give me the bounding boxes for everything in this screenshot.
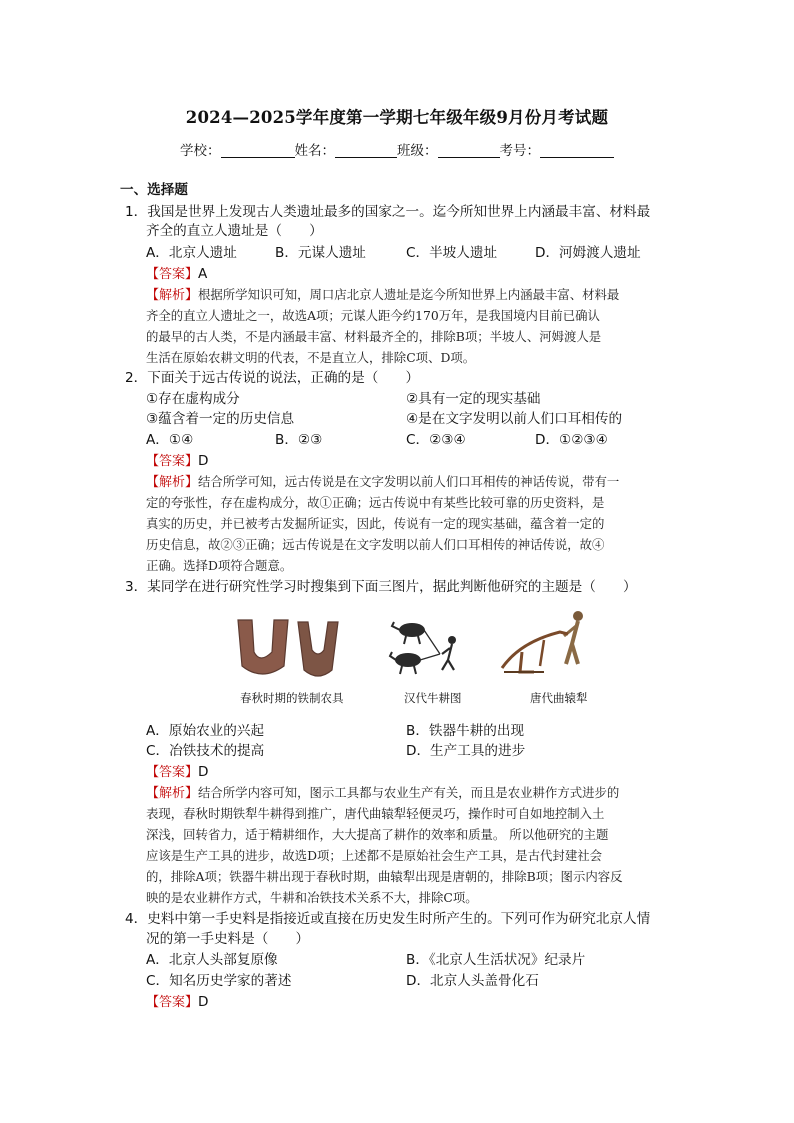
q4-option-d: D．北京人头盖骨化石 [406,973,539,989]
school-label: 学校： [180,143,221,159]
class-label: 班级： [397,143,438,159]
tang-curved-plough-image [500,606,606,682]
q2-statement-2: ②具有一定的现实基础 [406,391,541,407]
q4-answer [146,992,208,1013]
q1-option-d: D．河姆渡人遗址 [535,245,641,261]
q2-statement-4: ④是在文字发明以前人们口耳相传的 [406,411,623,427]
number-blank[interactable] [540,143,614,158]
q4-answer-value: D [198,994,209,1010]
q1-option-b: B．元谋人遗址 [275,245,366,261]
class-blank[interactable] [438,143,500,158]
section-heading: 一、选择题 [120,182,188,198]
q2-option-d: D．①②③④ [535,432,608,448]
q3-analysis-line4: 应该是生产工具的进步，故选D项；上述都不是原始社会生产工具，是古代封建社会 [146,848,602,863]
name-label: 姓名： [294,143,335,159]
q3-answer-value: D [198,764,209,780]
q2-analysis-line1: 【解析】结合所学可知，远古传说是在文字发明以前人们口耳相传的神话传说，带有一 [146,474,620,490]
answer-tag: 【答案】 [146,454,199,469]
q1-analysis-line4: 生活在原始农耕文明的代表，不是直立人，排除C项、D项。 [146,350,476,365]
q4-stem-line2: 况的第一手史料是（ ） [146,931,310,947]
q2-analysis-line4: 历史信息，故②③正确；远古传说是在文字发明以前人们口耳相传的神话传说，故④ [146,537,605,552]
q4-option-c: C．知名历史学家的著述 [146,973,292,989]
q1-answer-value: A [198,266,208,282]
q2-answer-value: D [198,453,209,469]
q2-analysis-line5: 正确。选择D项符合题意。 [146,558,293,573]
q1-analysis-line2: 齐全的直立人遗址之一，故选A项；元谋人距今约170万年，是我国境内目前已确认 [146,308,600,323]
q1-analysis-line1: 【解析】根据所学知识可知，周口店北京人遗址是迄今所知世界上内涵最丰富、材料最 [146,287,620,303]
q3-analysis-line3: 深浅，回转省力，适于精耕细作，大大提高了耕作的效率和质量。 所以他研究的主题 [146,827,609,842]
caption-curved-plough: 唐代曲辕犁 [530,691,588,705]
q2-option-b: B．②③ [275,432,323,448]
analysis-tag: 【解析】 [146,288,199,303]
q3-stem: 3．某同学在进行研究性学习时搜集到下面三图片，据此判断他研究的主题是（ ） [125,579,637,595]
answer-tag: 【答案】 [146,267,199,282]
q2-analysis-line3: 真实的历史，并已被考古发掘所证实，因此，传说有一定的现实基础，蕴含着一定的 [146,516,605,531]
q1-analysis-line3: 的最早的古人类，不是内涵最丰富、材料最齐全的，排除B项；半坡人、河姆渡人是 [146,329,602,344]
q1-stem-line1: 1．我国是世界上发现古人类遗址最多的国家之一。迄今所知世界上内涵最丰富、材料最 [125,204,651,220]
caption-ox-plough: 汉代牛耕图 [404,691,462,705]
answer-tag: 【答案】 [146,765,199,780]
q3-option-b: B．铁器牛耕的出现 [406,723,525,739]
q1-option-a: A．北京人遗址 [146,245,237,261]
q3-option-a: A．原始农业的兴起 [146,723,265,739]
q3-analysis-line5: 的，排除A项；铁器牛耕出现于春秋时期，曲辕犁出现是唐朝的，排除B项；图示内容反 [146,869,623,884]
q4-stem-line1: 4．史料中第一手史料是指接近或直接在历史发生时所产生的。下列可作为研究北京人情 [125,911,651,927]
q3-option-c: C．冶铁技术的提高 [146,743,265,759]
number-label: 考号： [499,143,540,159]
q3-answer [146,762,208,783]
student-info-row [0,139,794,159]
q2-stem: 2．下面关于远古传说的说法，正确的是（ ） [125,370,420,386]
q4-option-a: A．北京人头部复原像 [146,952,278,968]
q3-analysis-line6: 映的是农业耕作方式，牛耕和冶铁技术关系不大，排除C项。 [146,890,478,905]
q4-option-b: B．《北京人生活状况》纪录片 [406,952,586,968]
q3-option-d: D．生产工具的进步 [406,743,526,759]
name-blank[interactable] [335,143,397,158]
q1-answer [146,264,207,285]
iron-farm-tools-image [232,612,344,684]
analysis-tag: 【解析】 [146,475,199,490]
caption-iron-tools: 春秋时期的铁制农具 [240,691,344,705]
exam-title: 2024—2025学年度第一学期七年级年级9月份月考试题 [185,108,609,127]
q2-statement-3: ③蕴含着一定的历史信息 [146,411,295,427]
q3-analysis-line1: 【解析】结合所学内容可知，图示工具都与农业生产有关，而且是农业耕作方式进步的 [146,785,620,801]
q2-statement-1: ①存在虚构成分 [146,391,240,407]
han-ox-plough-image [388,614,466,688]
q2-analysis-line2: 定的夸张性，存在虚构成分，故①正确；远古传说中有某些比较可靠的历史资料，是 [146,495,605,510]
answer-tag: 【答案】 [146,995,199,1010]
q1-stem-line2: 齐全的直立人遗址是（ ） [146,223,323,239]
analysis-tag: 【解析】 [146,786,199,801]
q2-option-c: C．②③④ [406,432,466,448]
q1-option-c: C．半坡人遗址 [406,245,498,261]
q3-analysis-line2: 表现，春秋时期铁犁牛耕得到推广，唐代曲辕犁轻便灵巧，操作时可自如地控制入土 [146,806,605,821]
q2-option-a: A．①④ [146,432,194,448]
school-blank[interactable] [221,143,295,158]
q2-answer [146,451,208,472]
